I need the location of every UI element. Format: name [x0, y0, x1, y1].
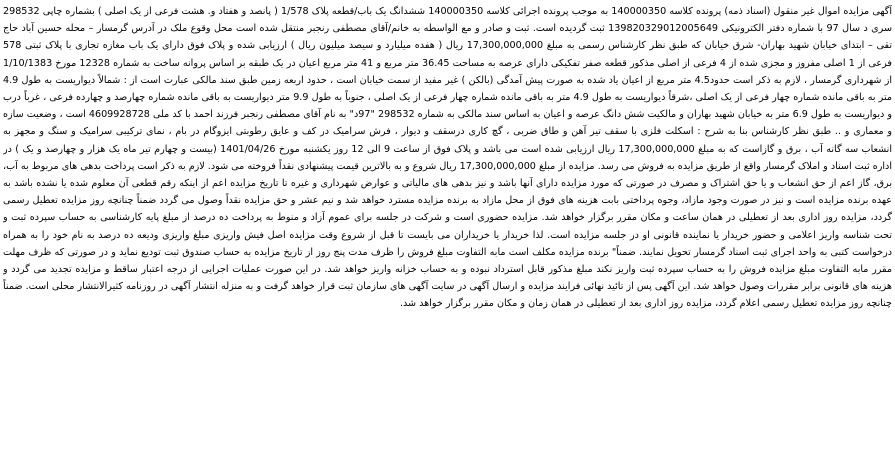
auction-notice: [3, 3, 892, 448]
notice-body-text: آگهی مزایده اموال غیر منقول (اسناد ذمه) پرونده کلاسه 140000350 به موجب پرونده اجرائی کلاسه 140000350 ششدانگ یک باب/قطعه پلاک 1/578 ( پانصد و هفتاد و. هشت فرعی از یک اصلی ) بشماره چاپی 298532 سری د سال 97 با شماره دفتر الکترونیکی 139820329012005649 ثبت گردیده است. ثبت و صادر و مع الواسطه به خانم/آقای مصطفی رنجبر منتقل شده است محل وقوع ملک در آدرس گرمسار – محله حسین آباد حاج تقی – ابتدای خیابان شهید بهاران- شرق خیابان که طبق نظر کارشناس رسمی به مبلغ 17,300,000,000 ریال ( هفده میلیارد و سیصد میلیون ریال ) ارزیابی شده و پلاک فوق دارای یک باب مغازه تجاری با پلاک ثبتی 578 فرعی از 1 اصلی مفروز و مجزی شده از 4 فرعی از اصلی مذکور قطعه صفر تفکیکی دارای عرصه به مساحت 36.45 متر مربع و 41 متر مربع اعیان در یک طبقه بر اساس پروانه ساخت به شماره 12328 مورخ 1/10/1383 از شهرداری گرمسار ، لازم به ذکر است حدود4.5 متر مربع از اعیان یاد شده به صورت پیش آمدگی (بالکن ) غیر مفید از سمت خیابان است ، حدود اربعه زمین طبق سند مالکی عبارت است از : شمالاً دیواریست به طول 4.9 متر به باقی مانده شماره چهار فرعی از یک اصلی ،شرقاً دیواریست به طول 4.9 متر به باقی مانده شماره چهار فرعی از یک اصلی ، جنوباً به طول 9.9 متر دیواریست به باقی مانده شماره چهارصد و چهارده فرعی ، غرباً درب و دیواریست به طول 6.9 متر به خیابان شهید بهاران و مالکیت شش دانگ عرصه و اعیان به اساس سند مالکی به شماره 298532 "97د" به نام آقای مصطفی رنجبر فرزند احمد با کد ملی 4609928728 است ، وضعیت سازه و معماری و .. طبق نظر کارشناس بنا به شرح : اسکلت فلزی با سقف تیر آهن و طاق ضربی ، گچ کاری درسقف و دیوار ، فرش سرامیک در کف و عایق رطوبتی ایزوگام در بام ، نمای ترکیبی سرامیک و سنگ و مجهز به انشعاب سه گانه آب ، برق و گازاست که به مبلغ 17,300,000,000 ریال ارزیابی شده است می باشد و پلاک فوق از ساعت 9 الی 12 روز یکشنبه مورخ 1401/04/26 (بیست و چهارم تیر ماه یک هزار و چهارصد و یک ) در اداره ثبت اسناد و املاک گرمسار واقع از طریق مزایده به فروش می رسد. مزایده از مبلغ 17,300,000,000 ریال شروع و به بالاترین قیمت پیشنهادی نقداً فروخته می شود. لازم به ذکر است پرداخت بدهی های مربوط به آب، برق، گاز اعم از حق انشعاب و یا حق اشتراک و مصرف در صورتی که مورد مزایده دارای آنها باشد و نیز بدهی های مالیاتی و عوارض شهرداری و غیره تا تاریخ مزایده اعم از اینکه رقم قطعی آن معلوم شده یا نشده باشد به عهده برنده مزایده است و نیز در صورت وجود مازاد، وجوه پرداختی بابت هزینه های فوق از محل مازاد به برنده مزایده مسترد خواهد شد و نیم عشر و حق مزایده نقداً وصول می گردد ضمناً چنانچه روز مزایده تعطیل رسمی گردد، مزایده روز اداری بعد از تعطیلی در همان ساعت و مکان مقرر برگزار خواهد شد. مزایده حضوری است و شرکت در جلسه برای عموم آزاد و منوط به پرداخت ده درصد از مبلغ پایه کارشناسی به حساب سپرده ثبت و تحت شناسه واریز اعلامی و حضور خریدار یا نماینده قانونی او در جلسه مزایده است. لذا خریدار یا خریداران می بایست تا قبل از شروع وقت مزایده اصل فیش واریزی مبلغ واریزی ودیعه ده درصد به نام خود را به همراه درخواست کتبی به واحد اجرای ثبت اسناد گرمسار تحویل نمایند. ضمناً" برنده مزایده مکلف است مابه التفاوت مبلغ فروش را ظرف مدت پنج روز از تاریخ مزایده به حساب صندوق ثبت تودیع نماید و در صورتی که ظرف مهلت مقرر مابه التفاوت مبلغ مزایده فروش را به حساب سپرده ثبت واریز نکند مبلغ مذکور قابل استرداد نبوده و به حساب خزانه واریز خواهد شد. در این صورت عملیات اجرایی از درجه اعتبار ساقط و مزایده تجدید می گردد و هزینه های قانونی برابر مقررات وصول خواهد شد. این آگهی پس از تائید نهائی فرایند مزایده و ارسال آگهی در سایت آگهی های سازمان ثبت قرار خواهد گرفت و به منزله انتشار آگهی در روزنامه کثیرالانتشار محلی است. ضمناً چنانچه روز مزایده تعطیل رسمی اعلام گردد، مزایده روز اداری بعد از تعطیلی در همان زمان و مکان مقرر برگزار خواهد شد.: [3, 6, 892, 310]
